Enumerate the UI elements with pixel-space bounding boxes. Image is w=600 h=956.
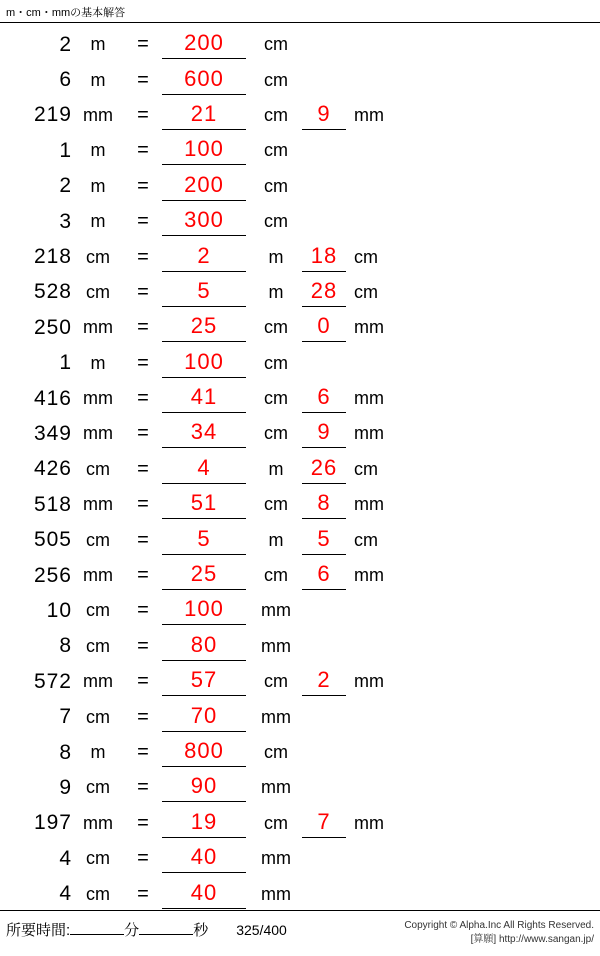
- problem-value: 10: [46, 598, 72, 622]
- problem-row: [0, 593, 600, 628]
- problem-unit: m: [90, 352, 106, 373]
- problem-row: [0, 664, 600, 699]
- problem-row: [0, 487, 600, 522]
- answer-unit-secondary: cm: [354, 458, 378, 479]
- answer-field-secondary[interactable]: 9: [302, 419, 346, 448]
- answer-field[interactable]: 100: [162, 136, 246, 165]
- answer-field-secondary[interactable]: 26: [302, 455, 346, 484]
- equals-sign: =: [137, 811, 149, 834]
- copyright-line-2: [算願] http://www.sangan.jp/: [470, 933, 594, 945]
- answer-unit: cm: [264, 211, 288, 232]
- equals-sign: =: [137, 245, 149, 268]
- problem-row: [0, 275, 600, 310]
- answer-unit-secondary: cm: [354, 281, 378, 302]
- problem-unit: mm: [83, 671, 113, 692]
- answer-field[interactable]: 200: [162, 30, 246, 59]
- problem-row: [0, 310, 600, 345]
- answer-unit: cm: [264, 671, 288, 692]
- problem-unit: m: [90, 140, 106, 161]
- problem-row: [0, 558, 600, 593]
- equals-sign: =: [137, 210, 149, 233]
- answer-field[interactable]: 57: [162, 667, 246, 696]
- answer-unit: cm: [264, 388, 288, 409]
- problem-unit: mm: [83, 812, 113, 833]
- problem-row: [0, 452, 600, 487]
- problem-unit: cm: [86, 281, 110, 302]
- answer-field[interactable]: 34: [162, 419, 246, 448]
- problem-unit: mm: [83, 565, 113, 586]
- problem-row: [0, 98, 600, 133]
- answer-field-secondary[interactable]: 8: [302, 490, 346, 519]
- equals-sign: =: [137, 351, 149, 374]
- answer-unit: m: [268, 458, 284, 479]
- problem-row: [0, 770, 600, 805]
- problem-row: [0, 381, 600, 416]
- answer-field-secondary: [302, 362, 346, 364]
- answer-field-secondary[interactable]: 6: [302, 384, 346, 413]
- answer-unit: cm: [264, 104, 288, 125]
- equals-sign: =: [137, 387, 149, 410]
- answer-field-secondary[interactable]: 2: [302, 667, 346, 696]
- header-divider: [0, 22, 600, 23]
- answer-unit-secondary: mm: [354, 104, 384, 125]
- problem-value: 250: [33, 315, 72, 339]
- answer-unit: cm: [264, 494, 288, 515]
- answer-unit-secondary: mm: [354, 423, 384, 444]
- answer-unit-secondary: mm: [354, 812, 384, 833]
- answer-unit: mm: [261, 600, 291, 621]
- answer-unit: cm: [264, 565, 288, 586]
- problem-unit: cm: [86, 883, 110, 904]
- answer-unit: cm: [264, 352, 288, 373]
- answer-unit-secondary: mm: [354, 565, 384, 586]
- equals-sign: =: [137, 139, 149, 162]
- answer-unit: cm: [264, 317, 288, 338]
- answer-unit-secondary: mm: [354, 317, 384, 338]
- answer-field[interactable]: 25: [162, 561, 246, 590]
- answer-field-secondary[interactable]: 0: [302, 313, 346, 342]
- problem-row: [0, 806, 600, 841]
- page-count: 325/400: [236, 922, 287, 938]
- answer-field-secondary: [302, 44, 346, 46]
- problem-value: 6: [59, 68, 72, 92]
- problem-row: [0, 735, 600, 770]
- equals-sign: =: [137, 316, 149, 339]
- problem-value: 9: [59, 775, 72, 799]
- answer-unit: m: [268, 281, 284, 302]
- problem-row: [0, 699, 600, 734]
- answer-field-secondary[interactable]: 7: [302, 809, 346, 838]
- equals-sign: =: [137, 280, 149, 303]
- answer-field-secondary[interactable]: 6: [302, 561, 346, 590]
- answer-field[interactable]: 51: [162, 490, 246, 519]
- answer-field-secondary: [302, 645, 346, 647]
- problem-value: 349: [33, 421, 72, 445]
- answer-field[interactable]: 80: [162, 632, 246, 661]
- problem-unit: cm: [86, 600, 110, 621]
- answer-field-secondary[interactable]: 18: [302, 243, 346, 272]
- answer-unit: mm: [261, 848, 291, 869]
- problem-value: 8: [59, 740, 72, 764]
- equals-sign: =: [137, 33, 149, 56]
- answer-unit: cm: [264, 812, 288, 833]
- problem-value: 3: [59, 209, 72, 233]
- problem-unit: cm: [86, 777, 110, 798]
- time-label: 所要時間:: [6, 922, 71, 939]
- problem-value: 2: [59, 174, 72, 198]
- equals-sign: =: [137, 776, 149, 799]
- problem-row: [0, 876, 600, 911]
- page-title: m・cm・mmの基本解答: [6, 7, 126, 19]
- equals-sign: =: [137, 457, 149, 480]
- answer-unit: cm: [264, 742, 288, 762]
- answer-unit: mm: [261, 883, 291, 904]
- answer-unit: cm: [264, 423, 288, 444]
- problem-value: 256: [33, 563, 72, 587]
- problem-value: 572: [33, 669, 72, 693]
- problem-value: 4: [59, 882, 72, 906]
- answer-field[interactable]: 100: [162, 596, 246, 625]
- answer-field[interactable]: 19: [162, 809, 246, 838]
- answer-field[interactable]: 800: [162, 738, 246, 767]
- answer-field[interactable]: 25: [162, 313, 246, 342]
- answer-field[interactable]: 200: [162, 172, 246, 201]
- answer-field[interactable]: 300: [162, 207, 246, 236]
- problem-value: 518: [33, 492, 72, 516]
- answer-field[interactable]: 21: [162, 101, 246, 130]
- problem-unit: cm: [86, 848, 110, 869]
- answer-field[interactable]: 40: [162, 844, 246, 873]
- problem-row: [0, 27, 600, 62]
- answer-unit: m: [268, 246, 284, 267]
- answer-unit-secondary: mm: [354, 388, 384, 409]
- answer-field-secondary: [302, 79, 346, 81]
- problem-value: 8: [59, 634, 72, 658]
- answer-unit: cm: [264, 69, 288, 90]
- answer-field[interactable]: 5: [162, 526, 246, 555]
- answer-field[interactable]: 5: [162, 278, 246, 307]
- problem-value: 7: [59, 705, 72, 729]
- problem-unit: m: [90, 69, 106, 90]
- answer-field-secondary: [302, 185, 346, 187]
- answer-field-secondary: [302, 221, 346, 223]
- equals-sign: =: [137, 422, 149, 445]
- problem-row: [0, 62, 600, 97]
- problem-value: 1: [59, 351, 72, 375]
- answer-field[interactable]: 41: [162, 384, 246, 413]
- answer-field[interactable]: 40: [162, 880, 246, 909]
- equals-sign: =: [137, 528, 149, 551]
- problem-value: 2: [59, 32, 72, 56]
- problem-list: [0, 27, 600, 912]
- equals-sign: =: [137, 564, 149, 587]
- minutes-blank[interactable]: [70, 934, 124, 935]
- problem-value: 219: [33, 103, 72, 127]
- problem-row: [0, 416, 600, 451]
- answer-field-secondary[interactable]: 5: [302, 526, 346, 555]
- answer-unit: mm: [261, 777, 291, 798]
- answer-field-secondary: [302, 150, 346, 152]
- problem-value: 505: [33, 528, 72, 552]
- answer-field-secondary: [302, 752, 346, 754]
- answer-unit: mm: [261, 706, 291, 727]
- problem-unit: cm: [86, 706, 110, 727]
- answer-unit: cm: [264, 34, 288, 55]
- problem-value: 426: [33, 457, 72, 481]
- seconds-unit: 秒: [193, 922, 209, 939]
- answer-unit: cm: [264, 140, 288, 161]
- equals-sign: =: [137, 103, 149, 126]
- answer-field-secondary: [302, 716, 346, 718]
- problem-unit: cm: [86, 458, 110, 479]
- problem-unit: cm: [86, 529, 110, 550]
- problem-unit: mm: [83, 423, 113, 444]
- equals-sign: =: [137, 882, 149, 905]
- page-footer: [0, 910, 600, 956]
- copyright-line-1: Copyright © Alpha.Inc All Rights Reserved.: [404, 920, 594, 931]
- equals-sign: =: [137, 634, 149, 657]
- equals-sign: =: [137, 68, 149, 91]
- answer-field-secondary[interactable]: 28: [302, 278, 346, 307]
- minutes-unit: 分: [124, 922, 140, 939]
- answer-field[interactable]: 100: [162, 349, 246, 378]
- problem-value: 197: [33, 811, 72, 835]
- answer-field-secondary[interactable]: 9: [302, 101, 346, 130]
- answer-field-secondary: [302, 893, 346, 895]
- equals-sign: =: [137, 670, 149, 693]
- problem-row: [0, 204, 600, 239]
- seconds-blank[interactable]: [139, 934, 193, 935]
- problem-row: [0, 522, 600, 557]
- problem-unit: m: [90, 211, 106, 232]
- answer-unit: mm: [261, 635, 291, 656]
- answer-unit: cm: [264, 175, 288, 196]
- equals-sign: =: [137, 174, 149, 197]
- answer-unit-secondary: mm: [354, 494, 384, 515]
- problem-unit: mm: [83, 388, 113, 409]
- copyright-block: [404, 919, 594, 946]
- problem-value: 1: [59, 138, 72, 162]
- answer-field-secondary: [302, 858, 346, 860]
- problem-row: [0, 629, 600, 664]
- answer-unit-secondary: mm: [354, 671, 384, 692]
- equals-sign: =: [137, 705, 149, 728]
- answer-field[interactable]: 2: [162, 243, 246, 272]
- problem-row: [0, 169, 600, 204]
- problem-value: 528: [33, 280, 72, 304]
- answer-unit: m: [268, 529, 284, 550]
- equals-sign: =: [137, 599, 149, 622]
- answer-field-secondary: [302, 610, 346, 612]
- answer-field-secondary: [302, 787, 346, 789]
- answer-field[interactable]: 4: [162, 455, 246, 484]
- answer-unit-secondary: cm: [354, 529, 378, 550]
- problem-value: 4: [59, 846, 72, 870]
- problem-value: 218: [33, 245, 72, 269]
- problem-unit: m: [90, 742, 106, 762]
- problem-row: [0, 841, 600, 876]
- problem-row: [0, 346, 600, 381]
- answer-field[interactable]: 70: [162, 703, 246, 732]
- answer-field[interactable]: 600: [162, 66, 246, 95]
- problem-unit: mm: [83, 494, 113, 515]
- problem-unit: cm: [86, 635, 110, 656]
- problem-row: [0, 239, 600, 274]
- answer-field[interactable]: 90: [162, 773, 246, 802]
- equals-sign: =: [137, 493, 149, 516]
- problem-value: 416: [33, 386, 72, 410]
- problem-unit: mm: [83, 317, 113, 338]
- problem-row: [0, 133, 600, 168]
- problem-unit: mm: [83, 104, 113, 125]
- problem-unit: m: [90, 175, 106, 196]
- answer-unit-secondary: cm: [354, 246, 378, 267]
- equals-sign: =: [137, 741, 149, 763]
- equals-sign: =: [137, 847, 149, 870]
- problem-unit: cm: [86, 246, 110, 267]
- problem-unit: m: [90, 34, 106, 55]
